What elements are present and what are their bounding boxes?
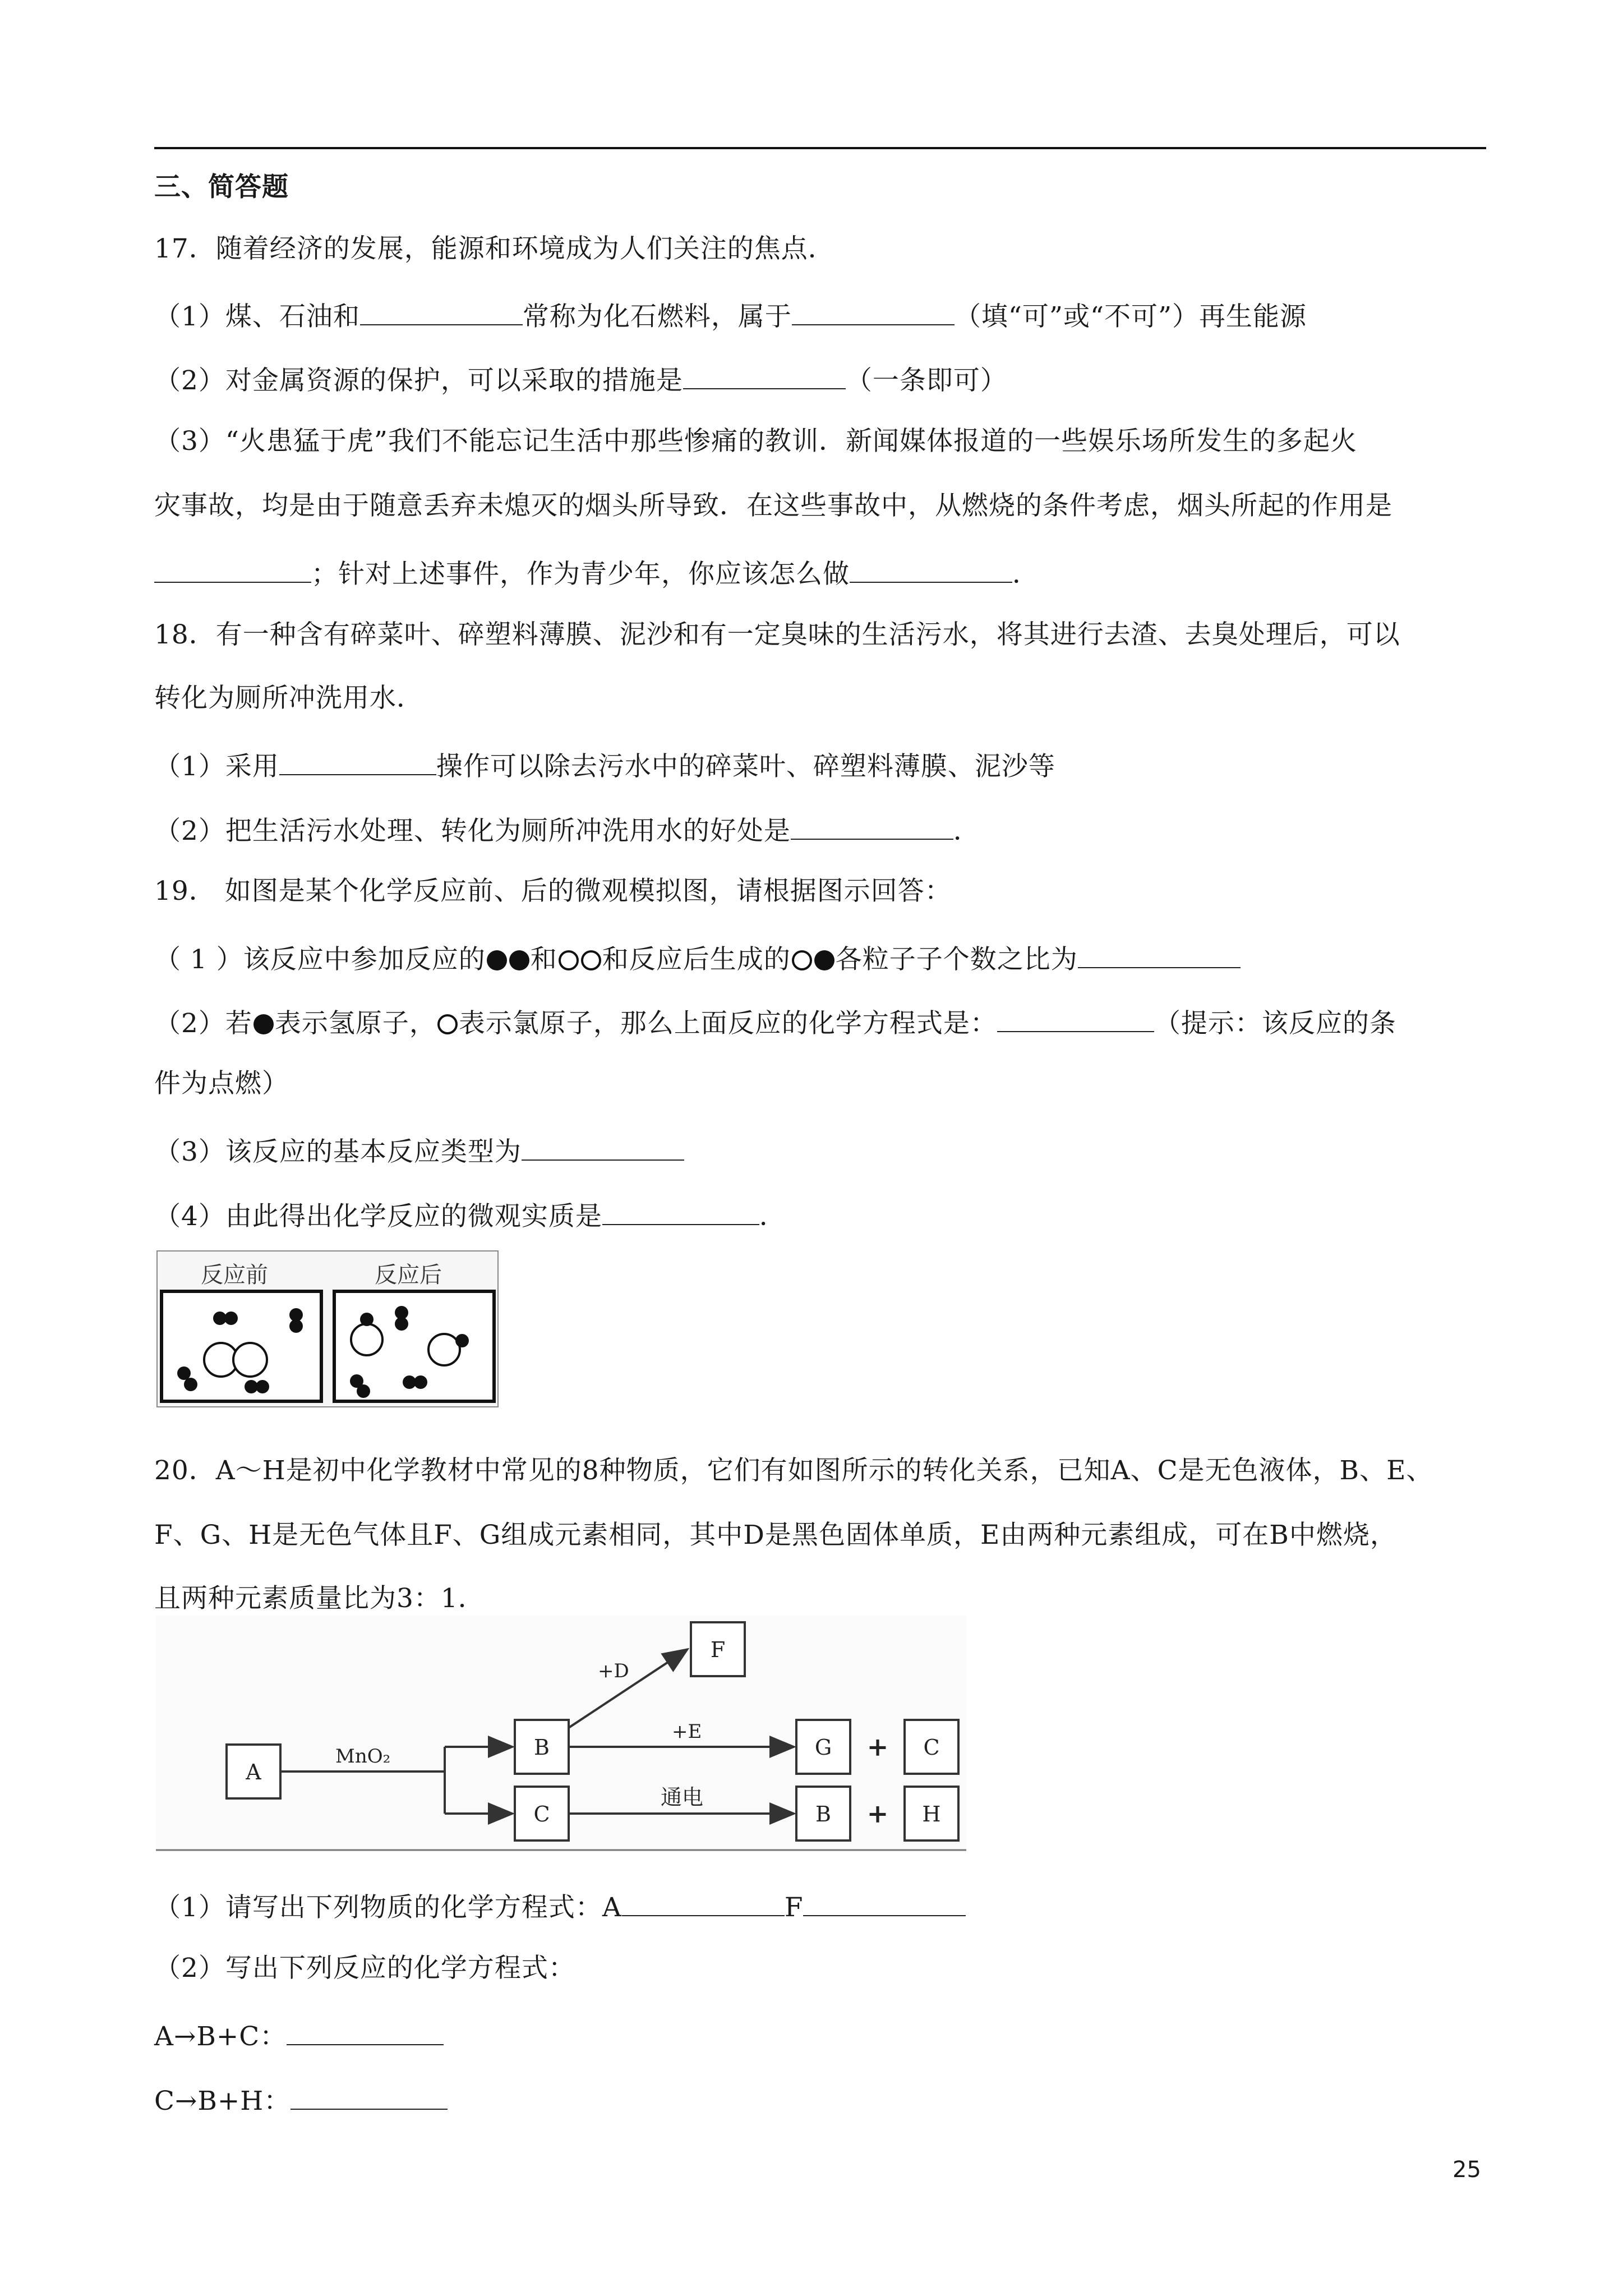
answer-blank[interactable] <box>287 2015 444 2045</box>
black-atom <box>357 1384 370 1398</box>
answer-blank[interactable] <box>803 1886 966 1916</box>
plus-E-label: +E <box>672 1720 702 1743</box>
black-atom-icon <box>814 950 834 970</box>
black-atom <box>395 1317 408 1331</box>
before-label: 反应前 <box>201 1262 268 1288</box>
black-atom <box>289 1319 303 1333</box>
q19-part4: （4）由此得出化学反应的微观实质是 ． <box>154 1195 1489 1235</box>
answer-blank[interactable] <box>154 553 311 583</box>
label-C-product: C <box>923 1735 940 1760</box>
q18-stem-line2: 转化为厕所冲洗用水． <box>154 683 423 714</box>
label-G: G <box>814 1735 832 1760</box>
white-atom-icon <box>437 1014 458 1034</box>
plus-sign: + <box>866 1798 889 1829</box>
q20-part2: （2）写出下列反应的化学方程式： <box>154 1953 575 1984</box>
black-atom <box>224 1312 238 1325</box>
answer-blank[interactable] <box>622 1886 785 1916</box>
q17-stem: 17．随着经济的发展，能源和环境成为人们关注的焦点． <box>154 233 835 264</box>
answer-blank[interactable] <box>683 359 846 389</box>
answer-blank[interactable] <box>602 1195 759 1225</box>
q19-stem: 19． 如图是某个化学反应前、后的微观模拟图，请根据图示回答： <box>154 876 952 907</box>
white-atom <box>428 1334 460 1365</box>
q20-stem-line3: 且两种元素质量比为3：1． <box>154 1583 485 1614</box>
label-A: A <box>246 1760 261 1784</box>
label-C: C <box>533 1802 550 1826</box>
black-atom <box>455 1334 469 1347</box>
black-atom <box>360 1313 374 1326</box>
catalyst-label: MnO₂ <box>335 1745 391 1768</box>
q19-part2: （2）若 表示氢原子， 表示氯原子，那么上面反应的化学方程式是： （提示：该反应的条 <box>154 1002 1489 1042</box>
q19-part3: （3）该反应的基本反应类型为 <box>154 1130 1489 1170</box>
white-atom <box>351 1324 382 1355</box>
plus-sign: + <box>866 1732 889 1762</box>
reaction-micro-diagram <box>156 1250 499 1408</box>
answer-blank[interactable] <box>997 1002 1154 1032</box>
conversion-flow-diagram <box>156 1616 966 1851</box>
section-title: 三、简答题 <box>154 172 289 203</box>
label-B-product: B <box>815 1802 831 1826</box>
page-number: 25 <box>1453 2157 1481 2183</box>
q17-part3-line2: 灾事故，均是由于随意丢弃未熄灭的烟头所导致．在这些事故中，从燃烧的条件考虑，烟头所起的作用是 <box>154 490 1393 521</box>
black-atom <box>256 1380 269 1393</box>
header-rule <box>154 147 1486 149</box>
q17-part2: （2）对金属资源的保护，可以采取的措施是 （一条即可） <box>154 359 1489 399</box>
white-atom-icon <box>581 950 601 970</box>
q19-part2-line2: 件为点燃） <box>154 1068 289 1099</box>
white-atom <box>233 1343 267 1377</box>
q18-part1: （1）采用 操作可以除去污水中的碎菜叶、碎塑料薄膜、泥沙等 <box>154 745 1489 785</box>
label-F: F <box>710 1637 726 1662</box>
label-B: B <box>534 1735 550 1760</box>
answer-blank[interactable] <box>279 745 436 775</box>
black-atom <box>184 1378 197 1391</box>
q18-stem-line1: 18．有一种含有碎菜叶、碎塑料薄膜、泥沙和有一定臭味的生活污水，将其进行去渣、去臭处理后，可以 <box>154 619 1400 650</box>
white-atom-icon <box>792 950 812 970</box>
q20-reaction1: A→B+C： <box>154 2015 1489 2055</box>
q20-reaction2: C→B+H： <box>154 2079 1489 2119</box>
electrolysis-label: 通电 <box>661 1785 704 1810</box>
q20-stem-line1: 20．A～H是初中化学教材中常见的8种物质，它们有如图所示的转化关系，已知A、C是无色液体，B、E、 <box>154 1455 1433 1486</box>
answer-blank[interactable] <box>792 295 955 325</box>
label-H: H <box>922 1802 941 1826</box>
black-atom-icon <box>253 1014 274 1034</box>
q19-part1: （ 1 ）该反应中参加反应的 和 和反应后生成的 各粒子子个数之比为 <box>154 938 1489 978</box>
q20-stem-line2: F、G、H是无色气体且F、G组成元素相同，其中D是黑色固体单质，E由两种元素组成，可在B中燃烧， <box>154 1520 1397 1550</box>
q17-part3-line1: （3）“火患猛于虎”我们不能忘记生活中那些惨痛的教训．新闻媒体报道的一些娱乐场所发生的多起火 <box>154 426 1357 457</box>
after-label: 反应后 <box>375 1262 442 1288</box>
white-atom-icon <box>559 950 579 970</box>
answer-blank[interactable] <box>291 2079 448 2110</box>
q17-part3-line3: ；针对上述事件，作为青少年，你应该怎么做 ． <box>154 553 1489 592</box>
answer-blank[interactable] <box>1078 938 1241 968</box>
answer-blank[interactable] <box>522 1130 684 1161</box>
answer-blank[interactable] <box>791 809 953 840</box>
q20-part1: （1）请写出下列物质的化学方程式：A F <box>154 1886 1489 1926</box>
q17-part1: （1）煤、石油和 常称为化石燃料，属于 （填“可”或“不可”）再生能源 <box>154 295 1489 335</box>
black-atom <box>414 1375 427 1389</box>
black-atom-icon <box>487 950 507 970</box>
answer-blank[interactable] <box>360 295 523 325</box>
answer-blank[interactable] <box>850 553 1012 583</box>
q18-part2: （2）把生活污水处理、转化为厕所冲洗用水的好处是 ． <box>154 809 1489 849</box>
plus-D-label: +D <box>598 1660 629 1682</box>
black-atom <box>177 1366 191 1380</box>
black-atom-icon <box>509 950 529 970</box>
